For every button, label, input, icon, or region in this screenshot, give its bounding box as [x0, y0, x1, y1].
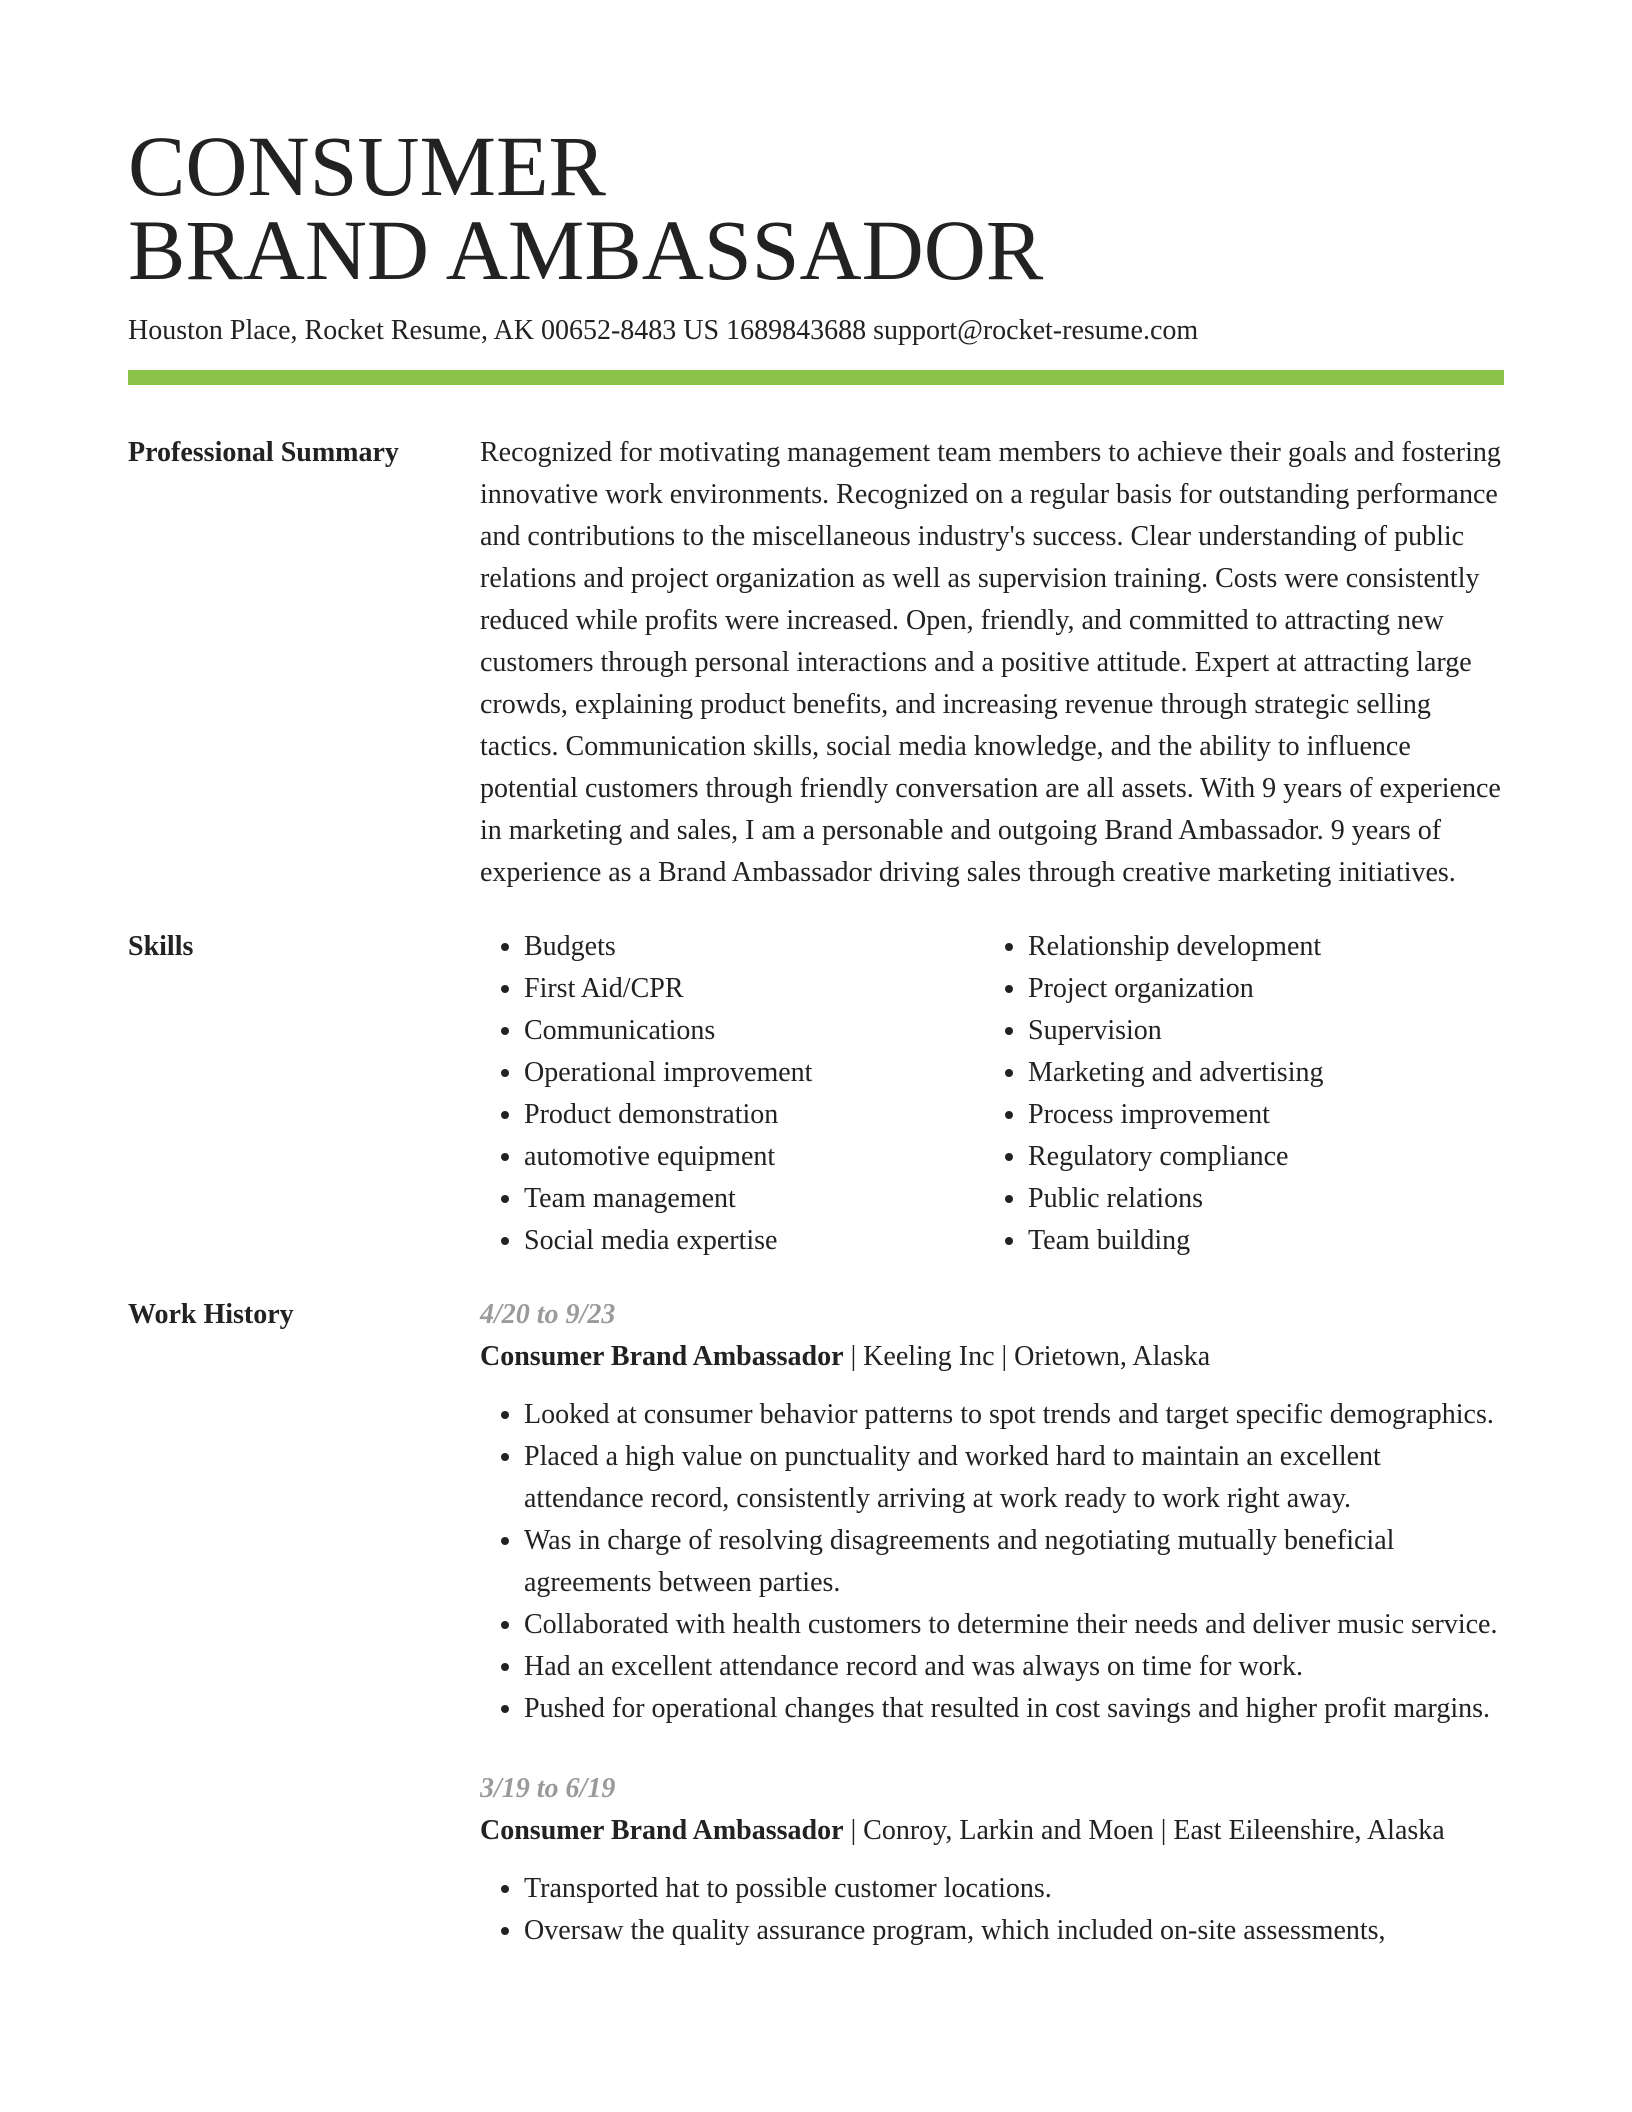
skill-item: • Project organization	[1028, 968, 1488, 1010]
job-heading	[480, 1336, 1504, 1378]
jobs-list	[480, 1294, 1504, 1952]
resume-name	[128, 118, 1504, 298]
skill-item: • Relationship development	[1028, 926, 1488, 968]
job-bullet: • Oversaw the quality assurance program, which included on-site assessments,	[524, 1910, 1504, 1952]
job-bullet: • Collaborated with health customers to determine their needs and deliver music service.	[524, 1604, 1504, 1646]
job-employer-location: | Conroy, Larkin and Moen | East Eileenshire, Alaska	[843, 1815, 1445, 1846]
job-bullet: • Had an excellent attendance record and was always on time for work.	[524, 1646, 1504, 1688]
name-line-2: BRAND AMBASSADOR	[128, 202, 1044, 298]
work-history-heading: Work History	[128, 1299, 294, 1330]
work-history-section	[128, 1294, 1504, 1952]
skill-item: • Team management	[524, 1178, 984, 1220]
name-line-1: CONSUMER	[128, 118, 606, 214]
skill-item: • Regulatory compliance	[1028, 1136, 1488, 1178]
skill-item: • Process improvement	[1028, 1094, 1488, 1136]
skill-item: • Budgets	[524, 926, 984, 968]
skill-item: • Operational improvement	[524, 1052, 984, 1094]
skill-item: • Social media expertise	[524, 1220, 984, 1262]
skills-heading: Skills	[128, 931, 194, 962]
skill-item: • Supervision	[1028, 1010, 1488, 1052]
job-bullet-list	[480, 1868, 1504, 1952]
job-title: Consumer Brand Ambassador	[480, 1815, 844, 1846]
job-dates: 3/19 to 6/19	[480, 1773, 616, 1804]
summary-section	[128, 432, 1504, 894]
skill-item: • Product demonstration	[524, 1094, 984, 1136]
job-bullet: • Placed a high value on punctuality and worked hard to maintain an excellent attendance record, consistently arriving at work ready to work right away.	[524, 1436, 1504, 1520]
skill-item: • First Aid/CPR	[524, 968, 984, 1010]
skill-item: • Communications	[524, 1010, 984, 1052]
job-employer-location: | Keeling Inc | Orietown, Alaska	[843, 1341, 1211, 1372]
skill-item: • automotive equipment	[524, 1136, 984, 1178]
job-heading	[480, 1810, 1504, 1852]
contact-line: Houston Place, Rocket Resume, AK 00652-8483 US 1689843688 support@rocket-resume.com	[128, 315, 1199, 346]
job-entry	[480, 1294, 1504, 1730]
accent-divider	[128, 370, 1504, 385]
job-bullet: • Transported hat to possible customer locations.	[524, 1868, 1504, 1910]
skills-list-left	[480, 926, 984, 1262]
summary-text: Recognized for motivating management team members to achieve their goals and fostering innovative work environments. Recognized on a regular basis for outstanding performance and contributions to the miscellaneous industry's success. Clear understanding of public relations and project organization as well as supervision training. Costs were consistently reduced while profits were increased. Open, friendly, and committed to attracting new customers through personal interactions and a positive attitude. Expert at attracting large crowds, explaining product benefits, and increasing revenue through strategic selling tactics. Communication skills, social media knowledge, and the ability to influence potential customers through friendly conversation are all assets. With 9 years of experience in marketing and sales, I am a personable and outgoing Brand Ambassador. 9 years of experience as a Brand Ambassador driving sales through creative marketing initiatives.	[480, 437, 1501, 888]
summary-heading: Professional Summary	[128, 437, 399, 468]
job-entry	[480, 1768, 1504, 1952]
job-bullet-list	[480, 1394, 1504, 1730]
skills-section	[128, 926, 1504, 1262]
skills-list-right	[984, 926, 1488, 1262]
job-bullet: • Looked at consumer behavior patterns to spot trends and target specific demographics.	[524, 1394, 1504, 1436]
job-bullet: • Was in charge of resolving disagreements and negotiating mutually beneficial agreements between parties.	[524, 1520, 1504, 1604]
skill-item: • Team building	[1028, 1220, 1488, 1262]
skill-item: • Marketing and advertising	[1028, 1052, 1488, 1094]
job-title: Consumer Brand Ambassador	[480, 1341, 844, 1372]
skill-item: • Public relations	[1028, 1178, 1488, 1220]
job-dates: 4/20 to 9/23	[480, 1299, 616, 1330]
job-bullet: • Pushed for operational changes that resulted in cost savings and higher profit margins.	[524, 1688, 1504, 1730]
